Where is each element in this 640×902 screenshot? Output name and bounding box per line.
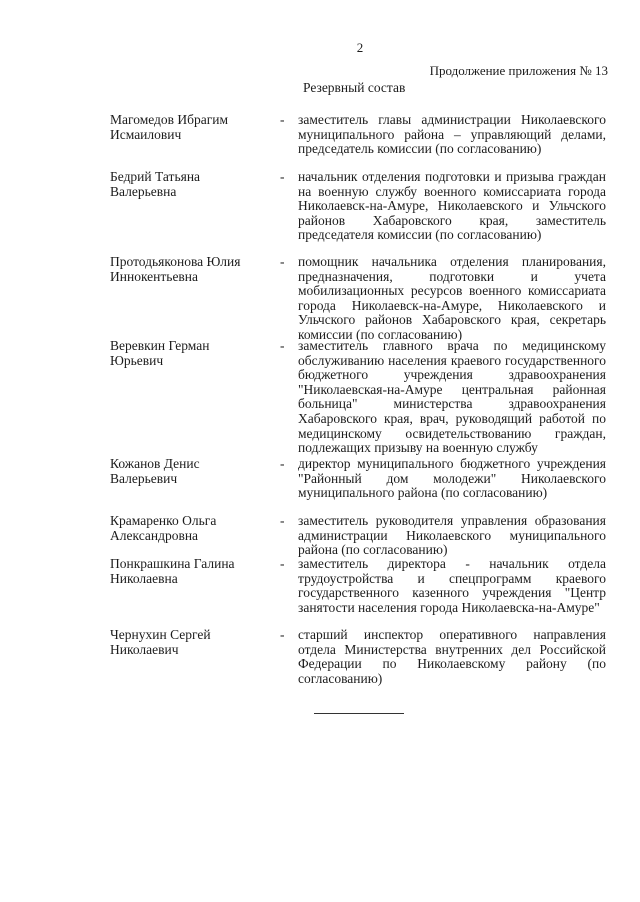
member-entry — [110, 557, 606, 628]
member-patronymic: Валерьевич — [110, 470, 178, 486]
member-dash: - — [280, 513, 285, 528]
member-name — [110, 628, 280, 657]
member-name — [110, 457, 280, 486]
member-role: помощник начальника отделения планирования, предназначения, подготовки и учета мобилизационных ресурсов военного комиссариата города Николаевск-на-Амуре, Николаевского и Ульчского районов Хабаровского края, секретарь комиссии (по согласованию) — [298, 254, 606, 342]
member-role: заместитель главы администрации Николаевского муниципального района – управляющий делами, председатель комиссии (по согласованию) — [298, 112, 606, 157]
member-name — [110, 113, 280, 142]
member-list — [110, 113, 606, 686]
page-number: 2 — [356, 40, 364, 55]
member-surname-given: Бедрий Татьяна — [110, 169, 201, 184]
member-name — [110, 339, 280, 368]
member-patronymic: Иннокентьевна — [110, 268, 199, 284]
member-entry — [110, 514, 606, 557]
member-entry — [110, 339, 606, 457]
member-name — [110, 255, 280, 284]
member-patronymic: Александровна — [110, 527, 199, 543]
member-patronymic: Исмаилович — [110, 126, 182, 142]
member-surname-given: Чернухин Сергей — [110, 627, 211, 642]
member-role: старший инспектор оперативного направления отдела Министерства внутренних дел Российской Федерации по Николаевскому району (по согласованию) — [298, 627, 606, 686]
member-surname-given: Магомедов Ибрагим — [110, 112, 229, 127]
closing-divider — [314, 713, 404, 714]
member-surname-given: Веревкин Герман — [110, 338, 210, 353]
member-dash: - — [280, 627, 285, 642]
member-role: начальник отделения подготовки и призыва граждан на военную службу военного комиссариата города Николаевск-на-Амуре, Николаевского и Ульчского районов Хабаровского края, заместитель председателя комиссии (по согласованию) — [298, 169, 606, 243]
member-role: заместитель главного врача по медицинскому обслуживанию населения краевого государственного бюджетного учреждения здравоохранения "Николаевская-на-Амуре центральная районная больница" министерства здравоохранения Хабаровского края, врач, руководящий работой по медицинскому освидетельствованию граждан, подлежащих призыву на военную службу — [298, 338, 606, 456]
member-dash: - — [280, 338, 285, 353]
member-entry — [110, 254, 606, 342]
continuation-label: Продолжение приложения № 13 — [429, 63, 608, 78]
member-role: заместитель руководителя управления образования администрации Николаевского муниципального района (по согласованию) — [298, 513, 606, 558]
member-dash: - — [280, 112, 285, 127]
member-patronymic: Юрьевич — [110, 352, 164, 368]
member-surname-given: Кожанов Денис — [110, 456, 200, 471]
member-role: заместитель директора - начальник отдела трудоустройства и спецпрограмм краевого государственного казенного учреждения "Центр занятости населения города Николаевска-на-Амуре" — [298, 556, 606, 615]
member-patronymic: Валерьевна — [110, 183, 177, 199]
member-surname-given: Понкрашкина Галина — [110, 556, 235, 571]
member-name — [110, 170, 280, 199]
member-entry — [110, 628, 606, 686]
member-role: директор муниципального бюджетного учреждения "Районный дом молодежи" Николаевского муниципального района (по согласованию) — [298, 456, 606, 501]
member-dash: - — [280, 456, 285, 471]
member-patronymic: Николаевич — [110, 641, 179, 657]
member-surname-given: Протодьяконова Юлия — [110, 254, 241, 269]
member-dash: - — [280, 556, 285, 571]
member-entry — [110, 170, 606, 255]
section-heading: Резервный состав — [303, 80, 406, 95]
member-patronymic: Николаевна — [110, 570, 178, 586]
member-name — [110, 557, 280, 586]
member-entry — [110, 113, 606, 170]
member-surname-given: Крамаренко Ольга — [110, 513, 217, 528]
member-name — [110, 514, 280, 543]
member-dash: - — [280, 169, 285, 184]
member-entry — [110, 457, 606, 514]
member-dash: - — [280, 254, 285, 269]
